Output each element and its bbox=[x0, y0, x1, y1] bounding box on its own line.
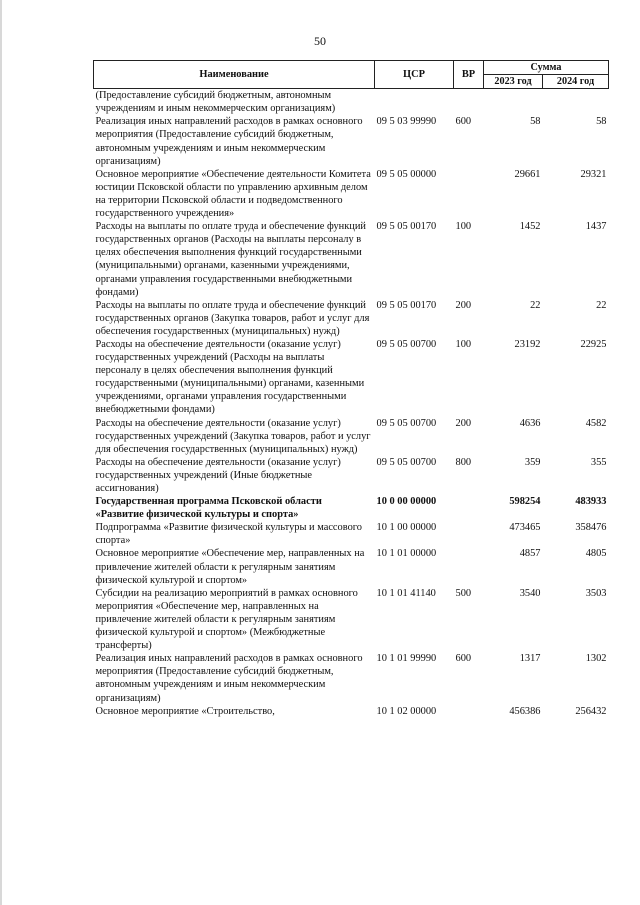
row-name: Подпрограмма «Развитие физической культуры и массового спорта» bbox=[95, 522, 362, 547]
row-value-2024: 1302 bbox=[585, 653, 607, 665]
header-vr: ВР bbox=[454, 61, 484, 89]
row-code: 09 5 03 99990 bbox=[376, 116, 437, 128]
row-code: 10 0 00 00000 bbox=[376, 496, 437, 508]
row-code: 09 5 05 00170 bbox=[376, 221, 437, 233]
row-value-2024: 3503 bbox=[585, 587, 607, 599]
row-vr: 200 bbox=[455, 417, 472, 429]
row-code: 09 5 05 00700 bbox=[376, 456, 437, 468]
table-row bbox=[94, 89, 609, 116]
row-code: 10 1 00 00000 bbox=[376, 522, 437, 534]
row-value-2023: 473465 bbox=[509, 522, 541, 534]
row-vr bbox=[454, 521, 484, 547]
row-value-2023: 58 bbox=[530, 116, 541, 128]
row-value-2023: 23192 bbox=[514, 338, 541, 350]
row-name: Основное мероприятие «Обеспечение мер, направленных на привлечение жителей области к регулярным занятиям физической культурой и спортом» bbox=[95, 548, 365, 586]
row-value-2024 bbox=[543, 89, 609, 116]
row-code bbox=[375, 89, 454, 116]
row-value-2023: 1452 bbox=[519, 221, 541, 233]
row-vr bbox=[454, 705, 484, 718]
row-value-2024: 4805 bbox=[585, 548, 607, 560]
row-name: Реализация иных направлений расходов в рамках основного мероприятия (Предоставление субсидий бюджетным, автономным учреждениям и иным некоммерческим организациям) bbox=[95, 653, 363, 704]
row-value-2024: 355 bbox=[590, 456, 607, 468]
row-vr bbox=[454, 168, 484, 220]
row-value-2023: 359 bbox=[524, 456, 541, 468]
row-name: Основное мероприятие «Строительство, bbox=[95, 705, 275, 717]
row-code: 09 5 05 00000 bbox=[376, 168, 437, 180]
table-row bbox=[94, 587, 609, 652]
row-name: Расходы на обеспечение деятельности (оказание услуг) государственных учреждений (Расходы на выплаты персоналу в целях обеспечения выполнения функций государственными (муниципальными) органами, казенными учреждениями, органами управления государственными внебюджетными фондами) bbox=[95, 338, 365, 416]
table-row bbox=[94, 417, 609, 456]
row-code: 09 5 05 00700 bbox=[376, 338, 437, 350]
row-value-2023: 4857 bbox=[519, 548, 541, 560]
row-value-2024: 58 bbox=[596, 116, 607, 128]
row-value-2024: 29321 bbox=[580, 168, 607, 180]
row-name: Расходы на выплаты по оплате труда и обеспечение функций государственных органов (Расходы на выплаты персоналу в целях обеспечения выполнения функций государственными (муниципальными) органами, казенными учреждениями, органами управления государственными внебюджетными фондами) bbox=[95, 221, 366, 298]
row-value-2023: 3540 bbox=[519, 587, 541, 599]
row-value-2024: 22925 bbox=[580, 338, 607, 350]
row-name: Расходы на обеспечение деятельности (оказание услуг) государственных учреждений (Закупка товаров, работ и услуг для обеспечения государственных (муниципальных) нужд) bbox=[95, 417, 371, 455]
row-value-2024: 1437 bbox=[585, 221, 607, 233]
header-code: ЦСР bbox=[375, 61, 454, 89]
row-vr bbox=[454, 547, 484, 586]
row-value-2023: 456386 bbox=[509, 705, 541, 717]
table-body bbox=[94, 89, 609, 718]
row-vr: 200 bbox=[455, 299, 472, 311]
table-row bbox=[94, 220, 609, 299]
table-row bbox=[94, 547, 609, 586]
row-name: Субсидии на реализацию мероприятий в рамках основного мероприятия «Обеспечение мер, направленных на привлечение жителей области к регулярным занятиям физической культурой и спортом» (Межбюджетные трансферты) bbox=[95, 587, 358, 652]
table-row bbox=[94, 456, 609, 495]
row-code: 10 1 02 00000 bbox=[376, 705, 437, 717]
row-vr bbox=[454, 495, 484, 521]
header-sum: Сумма bbox=[484, 61, 609, 75]
table-row bbox=[94, 168, 609, 220]
row-vr: 600 bbox=[455, 653, 472, 665]
row-vr: 500 bbox=[455, 587, 472, 599]
budget-table bbox=[93, 60, 609, 718]
row-name: Основное мероприятие «Обеспечение деятельности Комитета юстиции Псковской области по управлению архивным делом на территории Псковской области и подведомственного государственного учреждения» bbox=[95, 168, 371, 220]
row-code: 10 1 01 00000 bbox=[376, 548, 437, 560]
header-name: Наименование bbox=[94, 61, 375, 89]
table-row bbox=[94, 705, 609, 718]
row-name: (Предоставление субсидий бюджетным, автономным учреждениям и иным некоммерческим организациям) bbox=[95, 90, 336, 115]
row-code: 10 1 01 99990 bbox=[376, 653, 437, 665]
row-value-2023: 4636 bbox=[519, 417, 541, 429]
row-name: Расходы на обеспечение деятельности (оказание услуг) государственных учреждений (Иные бюджетные ассигнования) bbox=[95, 456, 341, 494]
row-code: 09 5 05 00170 bbox=[376, 299, 437, 311]
header-year-2024: 2024 год bbox=[543, 75, 609, 89]
header-year-2023: 2023 год bbox=[484, 75, 543, 89]
row-vr: 100 bbox=[455, 221, 472, 233]
row-value-2024: 483933 bbox=[575, 496, 607, 508]
table-row bbox=[94, 338, 609, 417]
row-vr bbox=[454, 89, 484, 116]
row-vr: 100 bbox=[455, 338, 472, 350]
row-vr: 800 bbox=[455, 456, 472, 468]
row-value-2023: 598254 bbox=[509, 496, 541, 508]
row-value-2023: 22 bbox=[530, 299, 541, 311]
row-value-2023 bbox=[484, 89, 543, 116]
row-value-2024: 256432 bbox=[575, 705, 607, 717]
row-name: Реализация иных направлений расходов в рамках основного мероприятия (Предоставление субсидий бюджетным, автономным учреждениям и иным некоммерческим организациям) bbox=[95, 116, 363, 167]
row-name: Государственная программа Псковской области «Развитие физической культуры и спорта» bbox=[95, 496, 322, 521]
table-row bbox=[94, 652, 609, 704]
row-value-2024: 22 bbox=[596, 299, 607, 311]
row-name: Расходы на выплаты по оплате труда и обеспечение функций государственных органов (Закупка товаров, работ и услуг для обеспечения государственных (муниципальных) нужд) bbox=[95, 299, 370, 337]
table-row bbox=[94, 495, 609, 521]
row-code: 10 1 01 41140 bbox=[376, 587, 436, 599]
table-row bbox=[94, 299, 609, 338]
table-row bbox=[94, 115, 609, 167]
table-row bbox=[94, 521, 609, 547]
scan-edge bbox=[0, 0, 2, 905]
row-value-2024: 358476 bbox=[575, 522, 607, 534]
row-code: 09 5 05 00700 bbox=[376, 417, 437, 429]
row-value-2023: 1317 bbox=[519, 653, 541, 665]
row-value-2024: 4582 bbox=[585, 417, 607, 429]
page-number: 50 bbox=[314, 34, 326, 48]
row-vr: 600 bbox=[455, 116, 472, 128]
row-value-2023: 29661 bbox=[514, 168, 541, 180]
